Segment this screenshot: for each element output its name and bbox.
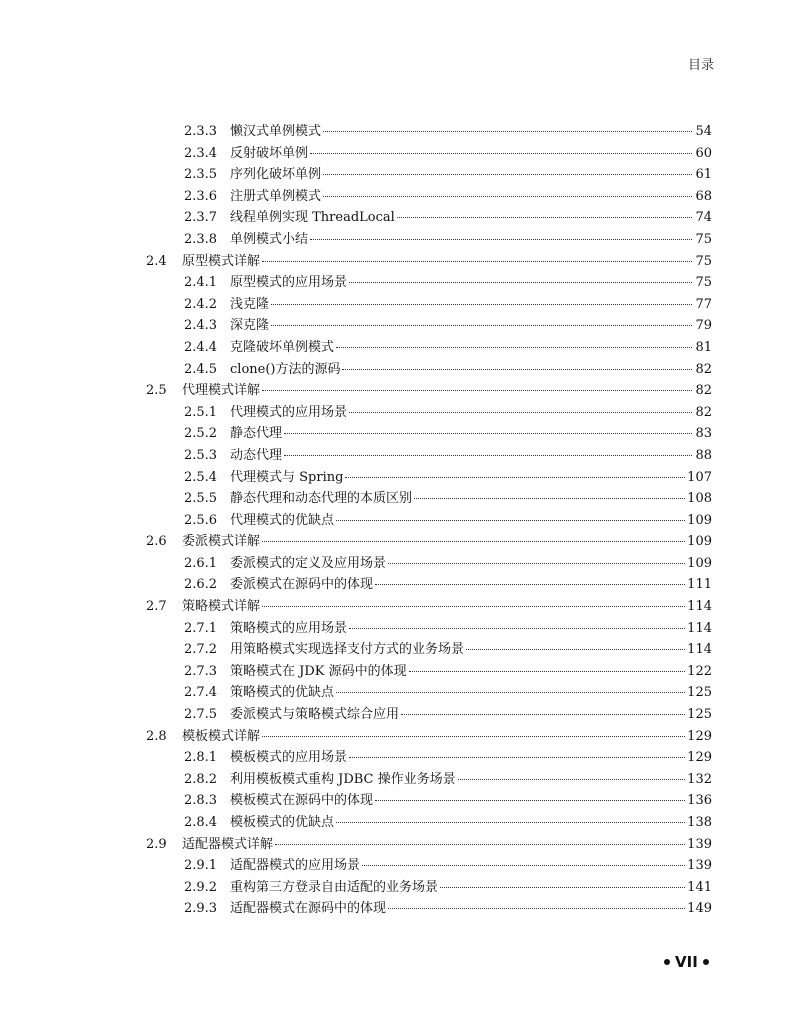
entry-number: 2.3.5 (184, 167, 218, 183)
entry-title: 反射破坏单例 (230, 145, 309, 161)
entry-title: 委派模式在源码中的体现 (230, 577, 374, 593)
toc-subsection-entry[interactable] (146, 574, 712, 596)
entry-number: 2.5.2 (184, 426, 218, 442)
entry-title: 原型模式详解 (182, 253, 261, 269)
entry-page-number: 88 (695, 447, 712, 463)
entry-title: 用策略模式实现选择支付方式的业务场景 (230, 642, 465, 658)
toc-subsection-entry[interactable] (146, 294, 712, 316)
toc-subsection-entry[interactable] (146, 164, 712, 186)
entry-page-number: 125 (687, 707, 712, 723)
entry-title: 代理模式与 Spring (230, 469, 344, 485)
entry-title: 懒汉式单例模式 (230, 124, 322, 139)
toc-subsection-entry[interactable] (146, 661, 712, 683)
entry-title: 利用模板模式重构 JDBC 操作业务场景 (230, 771, 456, 787)
entry-number: 2.7.5 (184, 707, 218, 723)
dot-leader (336, 821, 685, 823)
entry-title: 线程单例实现 ThreadLocal (230, 210, 395, 226)
dot-leader (310, 152, 692, 154)
entry-title: 动态代理 (230, 447, 283, 463)
entry-page-number: 114 (687, 599, 712, 615)
dot-leader (336, 346, 692, 348)
entry-page-number: 74 (695, 210, 712, 226)
toc-subsection-entry[interactable] (146, 467, 712, 489)
entry-page-number: 81 (695, 339, 712, 355)
entry-number: 2.8.2 (184, 771, 218, 787)
entry-number: 2.3.3 (184, 124, 218, 139)
dot-leader (323, 195, 692, 197)
dot-leader (336, 519, 685, 521)
entry-number: 2.4.1 (184, 275, 218, 291)
entry-page-number: 107 (687, 469, 712, 485)
dot-leader (345, 476, 685, 478)
entry-title: 策略模式详解 (182, 599, 261, 615)
entry-page-number: 114 (687, 642, 712, 658)
entry-title: 深克隆 (230, 318, 270, 334)
entry-title: 模板模式在源码中的体现 (230, 793, 374, 809)
entry-page-number: 82 (695, 383, 712, 399)
entry-number: 2.4.3 (184, 318, 218, 334)
entry-page-number: 60 (695, 145, 712, 161)
dot-leader (323, 173, 692, 175)
entry-page-number: 149 (687, 901, 712, 917)
dot-leader (375, 583, 685, 585)
entry-title: 策略模式的优缺点 (230, 685, 335, 701)
dot-leader (262, 540, 685, 542)
entry-page-number: 132 (687, 771, 712, 787)
dot-leader (375, 799, 685, 801)
entry-page-number: 109 (687, 555, 712, 571)
dot-leader (349, 281, 692, 283)
toc-subsection-entry[interactable] (146, 877, 712, 899)
dot-leader (262, 605, 685, 607)
entry-title: 适配器模式在源码中的体现 (230, 901, 387, 917)
entry-title: 适配器模式的应用场景 (230, 858, 361, 874)
entry-number: 2.9.2 (184, 879, 218, 895)
entry-page-number: 68 (695, 188, 712, 204)
entry-number: 2.7.2 (184, 642, 218, 658)
toc-subsection-entry[interactable] (146, 510, 712, 532)
toc-subsection-entry[interactable] (146, 898, 712, 920)
toc-section-entry[interactable] (146, 380, 712, 402)
entry-number: 2.6.2 (184, 577, 218, 593)
entry-number: 2.5.4 (184, 469, 218, 485)
dot-leader (275, 843, 685, 845)
entry-number: 2.5 (146, 383, 167, 399)
toc-subsection-entry[interactable] (146, 445, 712, 467)
dot-leader (349, 627, 685, 629)
entry-number: 2.4.4 (184, 339, 218, 355)
dot-leader (271, 303, 692, 305)
dot-leader (349, 756, 685, 758)
entry-page-number: 139 (687, 836, 712, 852)
toc-section-entry[interactable] (146, 596, 712, 618)
dot-leader (262, 389, 692, 391)
entry-title: 代理模式的优缺点 (230, 512, 335, 528)
entry-title: 适配器模式详解 (182, 836, 274, 852)
entry-number: 2.3.4 (184, 145, 218, 161)
toc-subsection-entry[interactable] (146, 790, 712, 812)
toc-subsection-entry[interactable] (146, 359, 712, 381)
dot-leader (458, 778, 686, 780)
toc-subsection-entry[interactable] (146, 553, 712, 575)
toc-subsection-entry[interactable] (146, 747, 712, 769)
entry-title: 模板模式的应用场景 (230, 750, 348, 766)
toc-subsection-entry[interactable] (146, 812, 712, 834)
dot-leader (349, 411, 692, 413)
toc-subsection-entry[interactable] (146, 337, 712, 359)
entry-page-number: 83 (695, 426, 712, 442)
entry-title: 重构第三方登录自由适配的业务场景 (230, 879, 439, 895)
dot-leader (310, 238, 692, 240)
entry-title: 委派模式详解 (182, 534, 261, 550)
toc-section-entry[interactable] (146, 834, 712, 856)
toc-subsection-entry[interactable] (146, 488, 712, 510)
entry-page-number: 108 (687, 491, 712, 507)
page-number: VII (675, 953, 698, 971)
entry-page-number: 109 (687, 512, 712, 528)
entry-page-number: 82 (695, 404, 712, 420)
table-of-contents (146, 121, 712, 920)
entry-number: 2.4.5 (184, 361, 218, 377)
entry-title: 注册式单例模式 (230, 188, 322, 204)
dot-leader (284, 454, 692, 456)
dot-leader (388, 907, 685, 909)
entry-page-number: 138 (687, 815, 712, 830)
entry-title: 克隆破坏单例模式 (230, 339, 335, 355)
dot-leader (336, 691, 685, 693)
dot-leader (397, 216, 692, 218)
entry-number: 2.3.6 (184, 188, 218, 204)
toc-subsection-entry[interactable] (146, 315, 712, 337)
entry-page-number: 139 (687, 858, 712, 874)
page-footer (664, 953, 709, 971)
dot-leader (401, 713, 685, 715)
entry-number: 2.5.5 (184, 491, 218, 507)
toc-subsection-entry[interactable] (146, 639, 712, 661)
entry-number: 2.9 (146, 836, 167, 852)
entry-title: 代理模式详解 (182, 383, 261, 399)
entry-title: 委派模式与策略模式综合应用 (230, 707, 400, 723)
entry-page-number: 109 (687, 534, 712, 550)
toc-subsection-entry[interactable] (146, 402, 712, 424)
entry-number: 2.8.3 (184, 793, 218, 809)
dot-leader (440, 886, 685, 888)
entry-number: 2.4.2 (184, 296, 218, 312)
dot-leader (262, 260, 692, 262)
entry-page-number: 122 (687, 663, 712, 679)
entry-title: 静态代理和动态代理的本质区别 (230, 491, 413, 507)
entry-page-number: 54 (695, 124, 712, 139)
entry-page-number: 141 (687, 879, 712, 895)
dot-leader (323, 130, 692, 132)
dot-leader (388, 562, 685, 564)
toc-subsection-entry[interactable] (146, 207, 712, 229)
entry-title: 策略模式的应用场景 (230, 620, 348, 636)
entry-number: 2.7.4 (184, 685, 218, 701)
entry-page-number: 129 (687, 750, 712, 766)
entry-number: 2.3.7 (184, 210, 218, 226)
entry-number: 2.5.1 (184, 404, 218, 420)
dot-leader (262, 735, 685, 737)
entry-page-number: 75 (695, 253, 712, 269)
dot-leader (362, 864, 685, 866)
entry-page-number: 129 (687, 728, 712, 744)
toc-subsection-entry[interactable] (146, 618, 712, 640)
entry-number: 2.7.3 (184, 663, 218, 679)
entry-page-number: 75 (695, 231, 712, 247)
entry-title: 序列化破坏单例 (230, 167, 322, 183)
toc-subsection-entry[interactable] (146, 423, 712, 445)
entry-number: 2.7 (146, 599, 167, 615)
entry-number: 2.9.3 (184, 901, 218, 917)
entry-page-number: 75 (695, 275, 712, 291)
toc-subsection-entry[interactable] (146, 855, 712, 877)
dot-leader (414, 497, 685, 499)
entry-page-number: 136 (687, 793, 712, 809)
entry-page-number: 79 (695, 318, 712, 334)
toc-subsection-entry[interactable] (146, 704, 712, 726)
toc-subsection-entry[interactable] (146, 186, 712, 208)
entry-title: 原型模式的应用场景 (230, 275, 348, 291)
entry-number: 2.8.1 (184, 750, 218, 766)
entry-page-number: 125 (687, 685, 712, 701)
toc-subsection-entry[interactable] (146, 121, 712, 143)
entry-title: 静态代理 (230, 426, 283, 442)
bullet-icon (664, 959, 670, 965)
toc-subsection-entry[interactable] (146, 769, 712, 791)
entry-title: 模板模式的优缺点 (230, 815, 335, 830)
entry-page-number: 82 (695, 361, 712, 377)
dot-leader (342, 368, 692, 370)
entry-page-number: 77 (695, 296, 712, 312)
entry-page-number: 61 (695, 167, 712, 183)
entry-title: 浅克隆 (230, 296, 270, 312)
entry-page-number: 114 (687, 620, 712, 636)
entry-page-number: 111 (687, 577, 712, 593)
entry-number: 2.4 (146, 253, 167, 269)
toc-section-entry[interactable] (146, 251, 712, 273)
entry-number: 2.3.8 (184, 231, 218, 247)
dot-leader (466, 648, 685, 650)
entry-number: 2.5.6 (184, 512, 218, 528)
entry-title: 代理模式的应用场景 (230, 404, 348, 420)
toc-section-entry[interactable] (146, 726, 712, 748)
entry-number: 2.8 (146, 728, 167, 744)
toc-section-entry[interactable] (146, 531, 712, 553)
running-header: 目录 (687, 58, 714, 73)
dot-leader (271, 324, 692, 326)
entry-title: clone()方法的源码 (230, 361, 341, 377)
entry-title: 委派模式的定义及应用场景 (230, 555, 387, 571)
entry-number: 2.6 (146, 534, 167, 550)
dot-leader (284, 432, 692, 434)
entry-number: 2.6.1 (184, 555, 218, 571)
entry-number: 2.7.1 (184, 620, 218, 636)
entry-number: 2.9.1 (184, 858, 218, 874)
entry-number: 2.8.4 (184, 815, 218, 830)
entry-title: 策略模式在 JDK 源码中的体现 (230, 663, 407, 679)
toc-subsection-entry[interactable] (146, 229, 712, 251)
toc-subsection-entry[interactable] (146, 272, 712, 294)
bullet-icon (703, 959, 709, 965)
toc-subsection-entry[interactable] (146, 143, 712, 165)
entry-number: 2.5.3 (184, 447, 218, 463)
toc-subsection-entry[interactable] (146, 682, 712, 704)
dot-leader (409, 670, 686, 672)
entry-title: 单例模式小结 (230, 231, 309, 247)
entry-title: 模板模式详解 (182, 728, 261, 744)
